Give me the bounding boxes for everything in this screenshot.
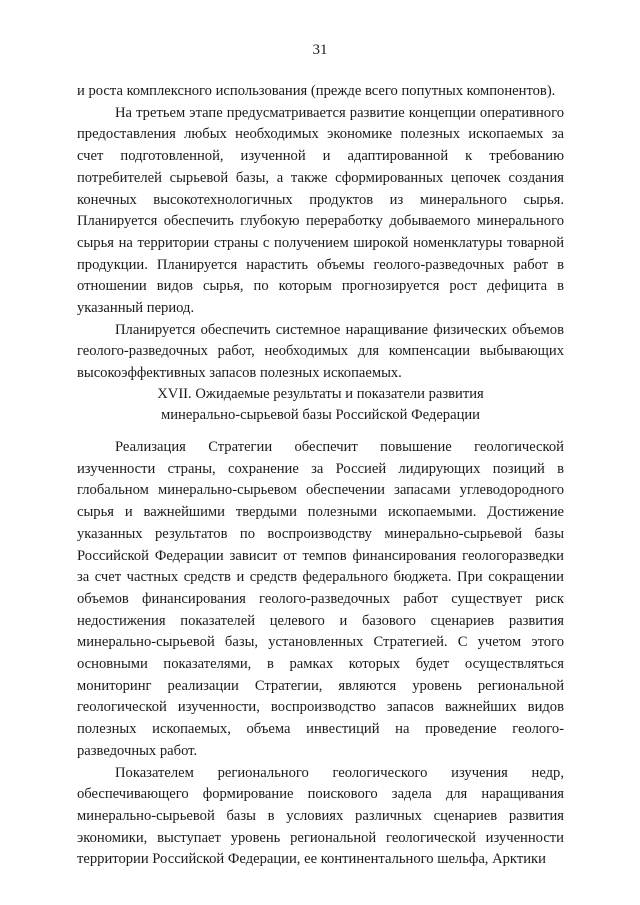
paragraph-planned-growth: Планируется обеспечить системное наращивание физических объемов геолого-разведочных работ, необходимых для компенсации выбывающих высокоэффективных запасов полезных ископаемых. (77, 321, 564, 382)
paragraph-strategy-results: Реализация Стратегии обеспечит повышение геологической изученности страны, сохранение за Россией лидирующих позиций в глобальном минерально-сырьевом обеспечении запасами углеводородного сырья и важнейшими твердыми полезными ископаемыми. Достижение указанных результатов по воспроизводству минерально-сырьевой базы Российской Федерации зависит от темпов финансирования геологоразведки за счет частных средств и средств федерального бюджета. При сокращении объемов финансирования геолого-разведочных работ существует риск недостижения показателей целевого и базового сценариев развития минерально-сырьевой базы, установленных Стратегией. С учетом этого основными показателями, в рамках которых будет осуществляться мониторинг реализации Стратегии, являются уровень региональной геологической изученности, воспроизводство запасов важнейших видов полезных ископаемых, объема инвестиций на проведение геолого-разведочных работ. (77, 439, 564, 759)
section-heading (77, 384, 564, 426)
paragraph-continuation: и роста комплексного использования (прежде всего попутных компонентов). (77, 83, 556, 99)
section-heading-line-2: минерально-сырьевой базы Российской Федерации (160, 407, 480, 423)
paragraph-regional-indicator: Показателем регионального геологического изучения недр, обеспечивающего формирование поискового задела для наращивания минерально-сырьевой базы в условиях различных сценариев развития экономики, выступает уровень региональной геологической изученности территории Российской Федерации, ее континентального шельфа, Арктики (77, 764, 564, 868)
paragraph-third-stage: На третьем этапе предусматривается развитие концепции оперативного предоставления любых необходимых экономике полезных ископаемых за счет подготовленной, изученной и адаптированной к требованию потребителей сырьевой базы, а также сформированных цепочек создания конечных высокотехнологичных продуктов из минерального сырья. Планируется обеспечить глубокую переработку добываемого минерального сырья на территории страны с получением широкой номенклатуры товарной продукции. Планируется нарастить объемы геолого-разведочных работ в отношении видов сырья, по которым прогнозируется рост дефицита в указанный период. (77, 104, 564, 317)
section-heading-line-1: XVII. Ожидаемые результаты и показатели развития (157, 386, 484, 402)
page-number: 31 (312, 42, 328, 58)
text-block-bottom (77, 437, 564, 871)
text-block-top (77, 81, 564, 385)
